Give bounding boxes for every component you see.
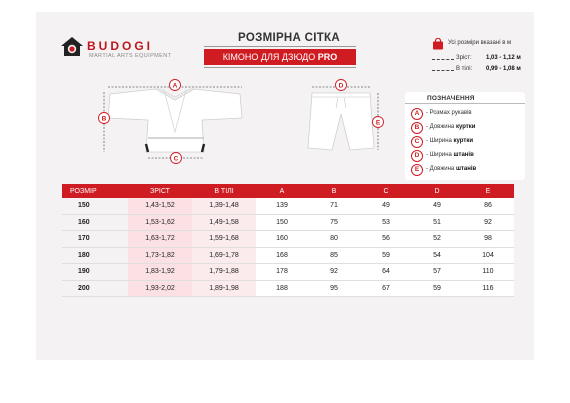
height-value: 1,03 - 1,12 м [486, 55, 521, 61]
cell-d: 51 [412, 214, 462, 231]
cell-e: 92 [462, 214, 514, 231]
page-title: РОЗМІРНА СІТКА [238, 32, 340, 44]
cell-waist: 1,79-1,88 [192, 264, 256, 281]
table-header-row [62, 184, 514, 198]
product-name: КІМОНО ДЛЯ ДЗЮДО [222, 52, 316, 62]
cell-e: 104 [462, 247, 514, 264]
cell-c: 59 [360, 247, 412, 264]
legend-divider [405, 103, 525, 104]
cell-size: 150 [62, 198, 128, 214]
cell-b: 92 [308, 264, 360, 281]
column-header-a: A [256, 184, 308, 198]
cell-waist: 1,39-1,48 [192, 198, 256, 214]
cell-a: 168 [256, 247, 308, 264]
jacket-marker-b: B [101, 115, 107, 123]
table-row [62, 280, 514, 297]
cell-height: 1,83-1,92 [128, 264, 192, 281]
cell-waist: 1,49-1,58 [192, 214, 256, 231]
legend-panel [405, 92, 525, 180]
cell-b: 71 [308, 198, 360, 214]
cell-c: 67 [360, 280, 412, 297]
legend-marker: A [411, 108, 423, 120]
jacket-diagram [96, 76, 266, 168]
legend-text-bold: штанів [453, 152, 474, 158]
cell-b: 75 [308, 214, 360, 231]
cell-e: 86 [462, 198, 514, 214]
waist-legend [432, 66, 540, 74]
legend-text: - Ширина [426, 152, 454, 158]
cell-waist: 1,59-1,68 [192, 231, 256, 248]
jacket-marker-a: A [172, 82, 178, 90]
cell-height: 1,73-1,82 [128, 247, 192, 264]
cell-b: 85 [308, 247, 360, 264]
table-row [62, 231, 514, 248]
cell-e: 98 [462, 231, 514, 248]
banner-divider [204, 67, 356, 68]
cell-waist: 1,69-1,78 [192, 247, 256, 264]
title-divider [204, 46, 356, 47]
cell-height: 1,63-1,72 [128, 231, 192, 248]
cell-size: 190 [62, 264, 128, 281]
cell-size: 160 [62, 214, 128, 231]
cell-c: 49 [360, 198, 412, 214]
cell-d: 52 [412, 231, 462, 248]
product-name-bold: PRO [317, 52, 338, 62]
cell-a: 188 [256, 280, 308, 297]
pants-marker-e: E [375, 119, 381, 127]
jacket-marker-c: C [173, 155, 179, 163]
cell-a: 178 [256, 264, 308, 281]
column-header-height: ЗРІСТ [128, 184, 192, 198]
pants-diagram [294, 76, 394, 168]
legend-text-bold: штанів [455, 166, 477, 172]
waist-label: В тілі: [456, 66, 473, 72]
legend-marker: E [411, 164, 423, 176]
table-row [62, 247, 514, 264]
cell-d: 54 [412, 247, 462, 264]
brand-tagline: MARTIAL ARTS EQUIPMENT [89, 53, 172, 59]
column-header-c: C [360, 184, 412, 198]
cell-a: 139 [256, 198, 308, 214]
cell-b: 95 [308, 280, 360, 297]
shopping-bag-icon [432, 38, 444, 50]
pants-marker-d: D [338, 82, 344, 90]
cell-a: 150 [256, 214, 308, 231]
cell-a: 160 [256, 231, 308, 248]
cell-d: 59 [412, 280, 462, 297]
column-header-e: E [462, 184, 514, 198]
cell-e: 116 [462, 280, 514, 297]
cell-size: 180 [62, 247, 128, 264]
note-text: Усі розміри вказані в м [448, 40, 512, 46]
table-row [62, 198, 514, 214]
cell-size: 170 [62, 231, 128, 248]
column-header-size: РОЗМІР [62, 184, 128, 198]
legend-text-bold: куртки [455, 124, 476, 130]
table-row [62, 214, 514, 231]
legend-marker: D [411, 150, 423, 162]
column-header-d: D [412, 184, 462, 198]
cell-e: 110 [462, 264, 514, 281]
cell-d: 49 [412, 198, 462, 214]
table-row [62, 264, 514, 281]
height-label: Зріст: [456, 55, 472, 61]
cell-d: 57 [412, 264, 462, 281]
cell-b: 80 [308, 231, 360, 248]
legend-text: - Довжина [426, 166, 456, 172]
legend-text: - Ширина [426, 138, 454, 144]
waist-value: 0,99 - 1,08 м [486, 66, 521, 72]
brand-logo-icon [60, 36, 84, 58]
size-table [62, 184, 514, 297]
legend-marker: B [411, 122, 423, 134]
dashed-line-icon [432, 59, 454, 60]
cell-c: 64 [360, 264, 412, 281]
height-legend [432, 55, 540, 63]
column-header-b: B [308, 184, 360, 198]
legend-text-bold: куртки [453, 138, 474, 144]
cell-c: 53 [360, 214, 412, 231]
legend-title: ПОЗНАЧЕННЯ [427, 95, 475, 102]
cell-size: 200 [62, 280, 128, 297]
cell-height: 1,43-1,52 [128, 198, 192, 214]
column-header-waist: В ТІЛІ [192, 184, 256, 198]
cell-c: 56 [360, 231, 412, 248]
brand-name: BUDOGI [87, 39, 153, 53]
legend-text: - Розмах рукавів [426, 110, 472, 116]
legend-text: - Довжина [426, 124, 456, 130]
legend-marker: C [411, 136, 423, 148]
cell-height: 1,93-2,02 [128, 280, 192, 297]
dashed-line-icon [432, 70, 454, 71]
product-banner [204, 49, 356, 65]
cell-height: 1,53-1,62 [128, 214, 192, 231]
cell-waist: 1,89-1,98 [192, 280, 256, 297]
